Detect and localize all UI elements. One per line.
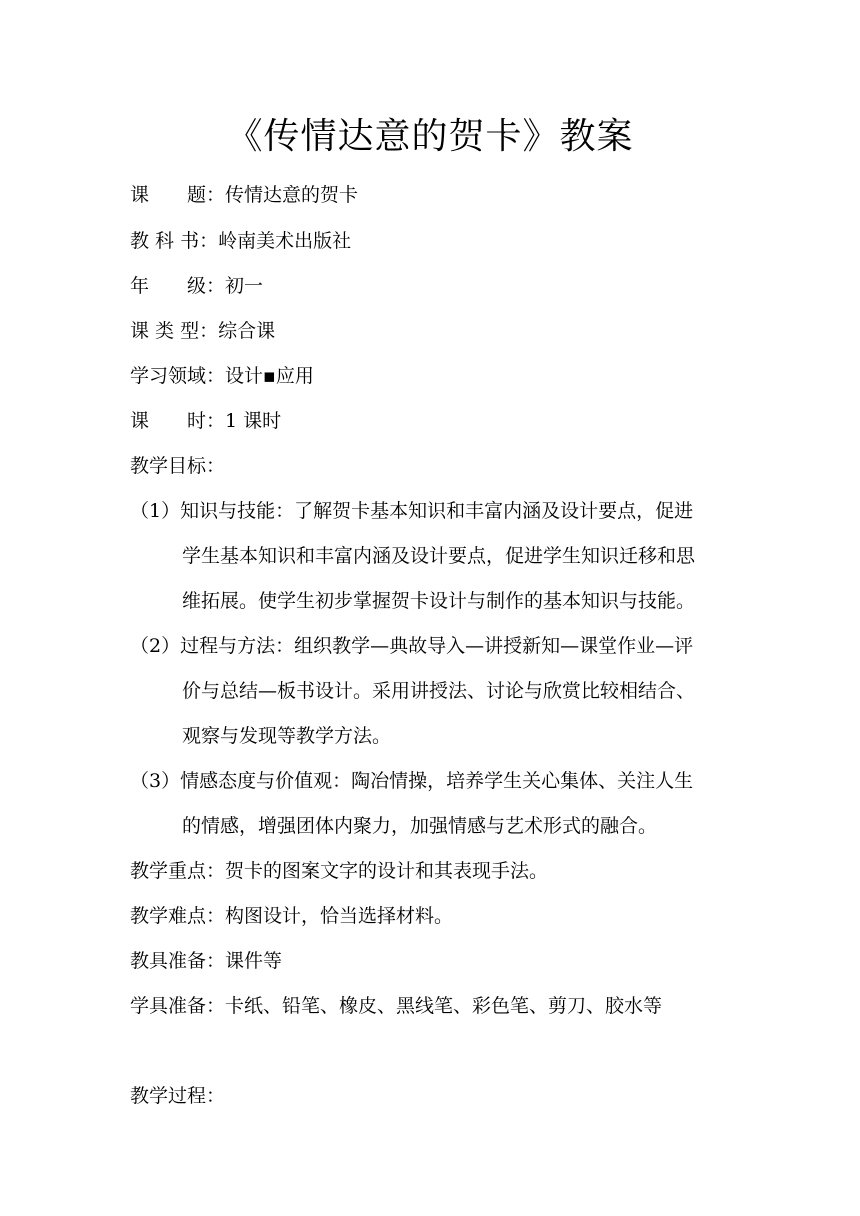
meta-field-label: 学习领域 bbox=[130, 365, 207, 387]
objective-1-line-1: 知识与技能：了解贺卡基本知识和丰富内涵及设计要点，促进 bbox=[180, 500, 694, 522]
objective-3-num: （3） bbox=[130, 770, 181, 792]
objective-1-line-2: 学生基本知识和丰富内涵及设计要点，促进学生知识迁移和思 bbox=[182, 545, 696, 567]
meta-grade-value: 初一 bbox=[225, 275, 264, 297]
meta-textbook-value: 岭南美术出版社 bbox=[218, 230, 352, 252]
student-tools: 学具准备：卡纸、铅笔、橡皮、黑线笔、彩色笔、剪刀、胶水等 bbox=[130, 995, 663, 1017]
meta-hours: 课 时：1 课时 bbox=[130, 410, 282, 432]
meta-lesson-type-value: 综合课 bbox=[218, 320, 276, 342]
document-title: 《传情达意的贺卡》教案 bbox=[226, 116, 634, 157]
objective-3 bbox=[130, 768, 693, 794]
objective-2-line-3: 观察与发现等教学方法。 bbox=[182, 725, 392, 747]
meta-lesson-type-label: 课 类 型 bbox=[130, 320, 200, 342]
meta-grade-label: 年 级 bbox=[130, 275, 207, 297]
process-heading: 教学过程： bbox=[130, 1085, 226, 1107]
objective-3-line-1: 情感态度与价值观：陶冶情操，培养学生关心集体、关注人生 bbox=[180, 770, 694, 792]
meta-textbook: 教 科 书：岭南美术出版社 bbox=[130, 230, 352, 252]
key-point: 教学重点：贺卡的图案文字的设计和其表现手法。 bbox=[130, 860, 549, 882]
objective-2-line-1: 过程与方法：组织教学—典故导入—讲授新知—课堂作业—评 bbox=[180, 635, 694, 657]
objective-1-line-3: 维拓展。使学生初步掌握贺卡设计与制作的基本知识与技能。 bbox=[182, 590, 696, 612]
objective-2-num: （2） bbox=[130, 635, 181, 657]
meta-topic-value: 传情达意的贺卡 bbox=[225, 184, 359, 206]
meta-grade: 年 级：初一 bbox=[130, 275, 264, 297]
objective-1 bbox=[130, 498, 693, 524]
meta-hours-label: 课 时 bbox=[130, 410, 207, 432]
meta-topic: 课 题：传情达意的贺卡 bbox=[130, 184, 359, 206]
meta-field-value: 设计▪应用 bbox=[225, 365, 314, 387]
objective-1-num: （1） bbox=[130, 500, 181, 522]
objective-2-line-2: 价与总结—板书设计。采用讲授法、讨论与欣赏比较相结合、 bbox=[182, 680, 696, 702]
meta-topic-label: 课 题 bbox=[130, 184, 207, 206]
objective-3-line-2: 的情感，增强团体内聚力，加强情感与艺术形式的融合。 bbox=[182, 815, 658, 837]
teacher-tools: 教具准备：课件等 bbox=[130, 950, 283, 972]
meta-textbook-label: 教 科 书 bbox=[130, 230, 200, 252]
objectives-heading: 教学目标： bbox=[130, 455, 226, 477]
meta-hours-value: 1 课时 bbox=[225, 410, 282, 432]
meta-lesson-type: 课 类 型：综合课 bbox=[130, 320, 276, 342]
meta-field: 学习领域：设计▪应用 bbox=[130, 365, 314, 387]
objective-2 bbox=[130, 633, 693, 659]
difficulty: 教学难点：构图设计，恰当选择材料。 bbox=[130, 905, 454, 927]
